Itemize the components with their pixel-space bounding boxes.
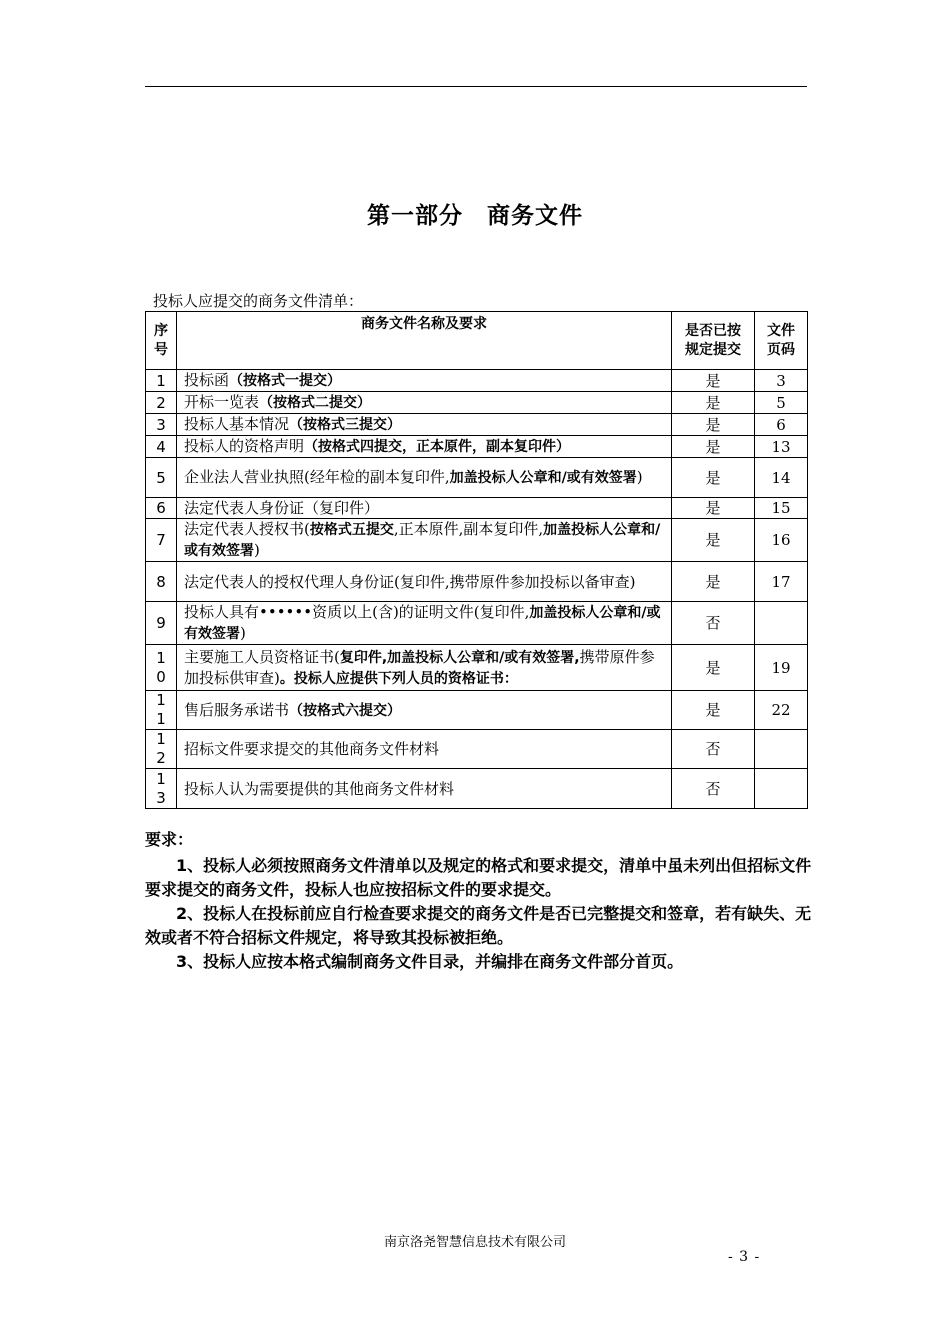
row-seq: 13	[146, 769, 177, 809]
header-status	[672, 312, 755, 370]
row-page: 15	[755, 498, 808, 519]
table-header-row	[146, 312, 808, 370]
row-name	[177, 498, 672, 519]
row-name-part: 法定代表人授权书(	[184, 520, 310, 538]
table-row	[146, 498, 808, 519]
row-name-bold-part: （按格式一提交）	[229, 373, 342, 389]
row-name	[177, 392, 672, 414]
header-status-label: 是否已按规定提交	[685, 322, 741, 358]
row-name-part: 法定代表人身份证（复印件）	[184, 499, 380, 517]
row-name-part: 投标函	[184, 371, 230, 389]
row-page: 13	[755, 436, 808, 458]
row-name-bold-part: 加盖投标人公章和/或有效签署	[184, 605, 661, 642]
row-name	[177, 436, 672, 458]
header-page-label: 文件页码	[767, 322, 795, 358]
row-status: 否	[672, 769, 755, 809]
row-name-part: ,正本原件,副本复印件,	[393, 520, 544, 538]
row-seq: 2	[146, 392, 177, 414]
row-status: 是	[672, 645, 755, 691]
row-page: 22	[755, 691, 808, 730]
header-seq	[146, 312, 177, 370]
row-name-part: )	[254, 541, 260, 559]
table-row	[146, 602, 808, 645]
header-seq-label: 序号	[154, 322, 168, 358]
row-status: 是	[672, 458, 755, 498]
requirement-item-2: 2、投标人在投标前应自行检查要求提交的商务文件是否已完整提交和签章，若有缺失、无效或者不符合招标文件规定，将导致其投标被拒绝。	[145, 904, 812, 947]
row-name	[177, 562, 672, 602]
row-seq: 11	[146, 691, 177, 730]
row-name	[177, 645, 672, 691]
row-name	[177, 458, 672, 498]
header-page	[755, 312, 808, 370]
row-name-part: 投标人基本情况	[184, 415, 290, 433]
row-name-part: 法定代表人的授权代理人身份证(复印件,携带原件参加投标以备审查)	[184, 572, 636, 591]
row-seq: 10	[146, 645, 177, 691]
requirement-item-1: 1、投标人必须按照商务文件清单以及规定的格式和要求提交，清单中虽未列出但招标文件要求提交的商务文件，投标人也应按招标文件的要求提交。	[145, 856, 812, 899]
table-row	[146, 436, 808, 458]
table-row	[146, 691, 808, 730]
row-page	[755, 730, 808, 769]
table-caption: 投标人应提交的商务文件清单：	[153, 292, 364, 310]
table-body	[146, 370, 808, 809]
row-name-bold-part: （按格式四提交，正本原件，副本复印件）	[304, 439, 571, 455]
table-row	[146, 414, 808, 436]
row-name-bold-part: （按格式三提交）	[289, 417, 402, 433]
row-name	[177, 730, 672, 769]
table-row	[146, 458, 808, 498]
row-name-part: 主要施工人员资格证书(	[184, 647, 340, 666]
row-status: 是	[672, 691, 755, 730]
table-row	[146, 769, 808, 809]
row-name-part: 携带原件参加投标供审查)	[184, 647, 655, 687]
row-name-bold-part: 按格式五提交	[309, 522, 394, 538]
row-seq: 5	[146, 458, 177, 498]
row-name	[177, 602, 672, 645]
row-seq: 6	[146, 498, 177, 519]
row-name-bold-part: （按格式二提交）	[259, 395, 372, 411]
row-status: 否	[672, 602, 755, 645]
row-seq: 4	[146, 436, 177, 458]
table-row	[146, 730, 808, 769]
row-status: 是	[672, 519, 755, 562]
row-name-part: 企业法人营业执照(经年检的副本复印件,	[184, 468, 450, 486]
row-page: 16	[755, 519, 808, 562]
row-page: 17	[755, 562, 808, 602]
header-rule	[145, 86, 807, 87]
row-name	[177, 370, 672, 392]
requirements-title: 要求：	[145, 830, 194, 849]
row-status: 是	[672, 392, 755, 414]
row-name-part: 招标文件要求提交的其他商务文件材料	[184, 740, 440, 758]
row-name-part: 开标一览表	[184, 393, 260, 411]
document-checklist-table	[145, 311, 808, 809]
row-page: 6	[755, 414, 808, 436]
row-seq: 3	[146, 414, 177, 436]
row-status: 是	[672, 414, 755, 436]
row-name-part: )	[240, 624, 246, 642]
row-seq: 12	[146, 730, 177, 769]
page-title: 第一部分 商务文件	[367, 203, 583, 229]
table-row	[146, 519, 808, 562]
row-status: 是	[672, 436, 755, 458]
row-name-bold-part: 加盖投标人公章和/或有效签署	[184, 522, 661, 559]
row-page: 3	[755, 370, 808, 392]
row-name-part: 投标人具有••••••资质以上(含)的证明文件(复印件,	[184, 603, 530, 621]
table-row	[146, 645, 808, 691]
row-name-bold-part: （按格式六提交）	[289, 702, 402, 719]
table-row	[146, 370, 808, 392]
table-row	[146, 562, 808, 602]
row-status: 是	[672, 562, 755, 602]
row-name-bold-part: 。投标人应提供下列人员的资格证书：	[279, 670, 518, 687]
row-seq: 1	[146, 370, 177, 392]
row-status: 是	[672, 498, 755, 519]
row-name-bold-part: 复印件,加盖投标人公章和/或有效签署,	[339, 649, 580, 666]
row-status: 是	[672, 370, 755, 392]
row-page	[755, 602, 808, 645]
row-name-bold-part: 加盖投标人公章和/或有效签署	[449, 470, 637, 486]
requirements-section	[145, 828, 813, 974]
header-name-label: 商务文件名称及要求	[361, 316, 487, 332]
footer-company: 南京洛尧智慧信息技术有限公司	[383, 1235, 566, 1250]
row-seq: 8	[146, 562, 177, 602]
row-name-part: 投标人的资格声明	[184, 437, 305, 455]
row-name-part: )	[636, 468, 643, 486]
footer-page-number: - 3 -	[728, 1249, 761, 1265]
row-name	[177, 691, 672, 730]
row-status: 否	[672, 730, 755, 769]
row-name	[177, 519, 672, 562]
row-name	[177, 769, 672, 809]
row-seq: 9	[146, 602, 177, 645]
row-page: 5	[755, 392, 808, 414]
table-row	[146, 392, 808, 414]
row-name	[177, 414, 672, 436]
row-page: 14	[755, 458, 808, 498]
row-name-part: 投标人认为需要提供的其他商务文件材料	[184, 779, 455, 798]
row-page	[755, 769, 808, 809]
row-seq: 7	[146, 519, 177, 562]
header-name	[177, 312, 672, 370]
row-page: 19	[755, 645, 808, 691]
row-name-part: 售后服务承诺书	[184, 700, 290, 719]
requirement-item-3: 3、投标人应按本格式编制商务文件目录，并编排在商务文件部分首页。	[176, 952, 684, 971]
